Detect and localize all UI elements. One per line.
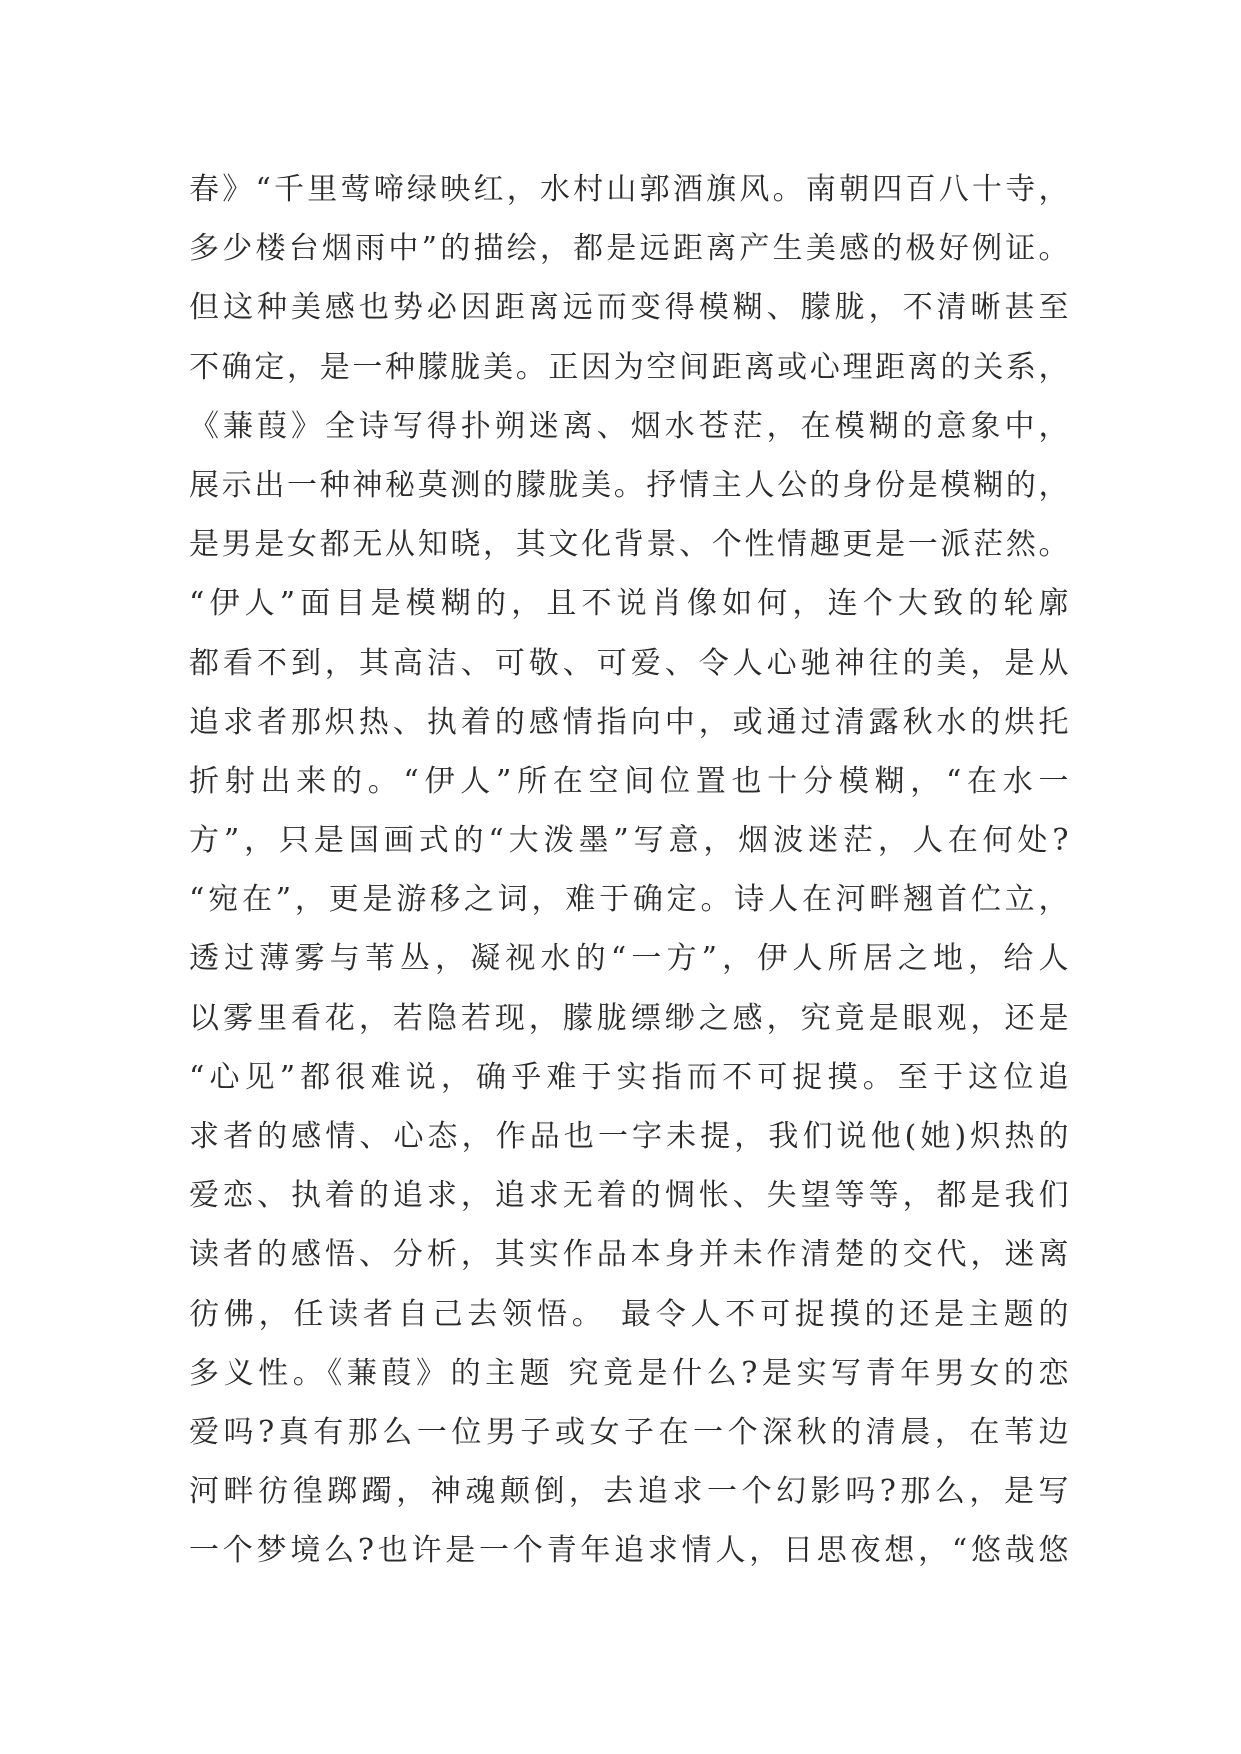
text-line: “伊人”面目是模糊的，且不说肖像如何，连个大致的轮廓 — [189, 586, 1069, 622]
text-line: 多少楼台烟雨中”的描绘，都是远距离产生美感的极好例证。 — [189, 231, 1069, 267]
text-line: 一个梦境么?也许是一个青年追求情人，日思夜想，“悠哉悠 — [189, 1533, 1069, 1569]
text-line: 多义性。《蒹葭》的主题 究竟是什么?是实写青年男女的恋 — [189, 1355, 1069, 1391]
text-line: 春》“千里莺啼绿映红，水村山郭酒旗风。南朝四百八十寺， — [189, 172, 1069, 207]
text-line: 不确定，是一种朦胧美。正因为空间距离或心理距离的关系， — [189, 349, 1069, 385]
text-line: 爱恋、执着的追求，追求无着的惆怅、失望等等，都是我们 — [189, 1178, 1069, 1214]
text-line: 河畔彷徨踯躅，神魂颠倒，去追求一个幻影吗?那么，是写 — [189, 1474, 1069, 1510]
text-line: 以雾里看花，若隐若现，朦胧缥缈之感，究竟是眼观，还是 — [189, 1000, 1069, 1036]
text-line: “宛在”，更是游移之词，难于确定。诗人在河畔翘首伫立， — [189, 882, 1069, 918]
body-text — [189, 160, 1069, 1581]
text-line: “心见”都很难说，确乎难于实指而不可捉摸。至于这位追 — [189, 1059, 1069, 1095]
text-line: 彷佛，任读者自己去领悟。 最令人不可捉摸的还是主题的 — [189, 1296, 1069, 1332]
text-line: 折射出来的。“伊人”所在空间位置也十分模糊，“在水一 — [189, 763, 1069, 799]
text-line: 求者的感情、心态，作品也一字未提，我们说他(她)炽热的 — [189, 1119, 1069, 1154]
text-line: 展示出一种神秘莫测的朦胧美。抒情主人公的身份是模糊的， — [189, 467, 1069, 503]
text-line: 是男是女都无从知晓，其文化背景、个性情趣更是一派茫然。 — [189, 527, 1069, 563]
text-line: 《蒹葭》全诗写得扑朔迷离、烟水苍茫，在模糊的意象中， — [189, 408, 1069, 444]
text-line: 都看不到，其高洁、可敬、可爱、令人心驰神往的美，是从 — [189, 645, 1069, 681]
text-line: 追求者那炽热、执着的感情指向中，或通过清露秋水的烘托 — [189, 704, 1069, 740]
text-line: 读者的感悟、分析，其实作品本身并未作清楚的交代，迷离 — [189, 1237, 1069, 1273]
text-line: 方”，只是国画式的“大泼墨”写意，烟波迷茫，人在何处? — [189, 823, 1069, 859]
text-line: 但这种美感也势必因距离远而变得模糊、朦胧，不清晰甚至 — [189, 290, 1069, 326]
text-line: 透过薄雾与苇丛，凝视水的“一方”，伊人所居之地，给人 — [189, 941, 1069, 977]
text-line: 爱吗?真有那么一位男子或女子在一个深秋的清晨，在苇边 — [189, 1414, 1069, 1450]
